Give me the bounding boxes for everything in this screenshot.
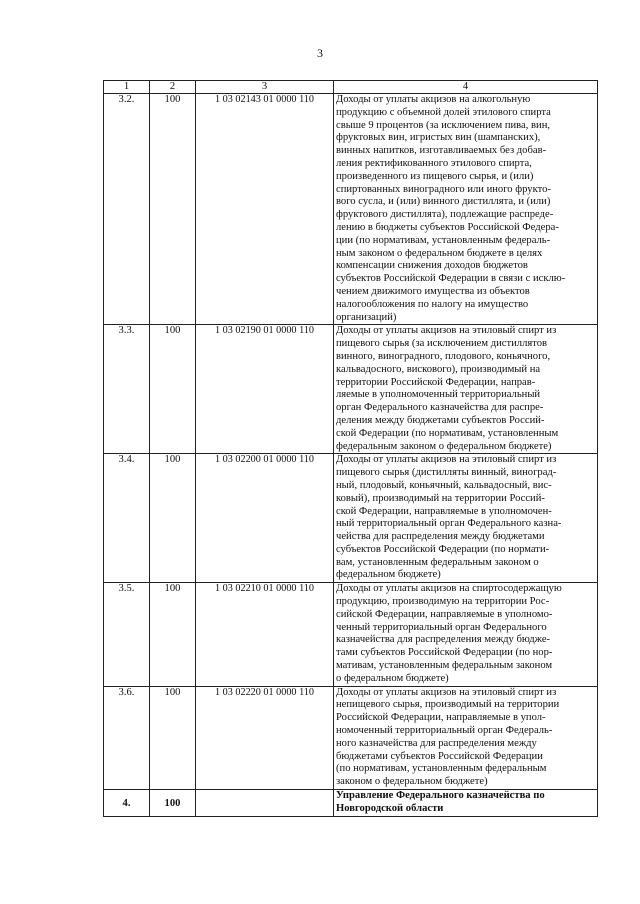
row-number-cell: 3.5. — [104, 583, 150, 686]
description-line: фруктового дистиллята), подлежащие распреде- — [336, 209, 554, 221]
description-cell — [334, 454, 598, 583]
description-line: субъектов Российской Федерации в связи с исклю- — [336, 273, 566, 285]
description-line: чейства для распределения между бюджетами — [336, 531, 545, 543]
description-line: сийской Федерации, направляемые в уполномо- — [336, 608, 553, 620]
header-col-4: 4 — [334, 81, 598, 94]
budget-code-cell — [196, 790, 334, 817]
description-line: ковый), производимый на территории Россий- — [336, 492, 545, 504]
description-line: ный территориальный орган Федерального казна- — [336, 518, 562, 530]
admin-code-cell: 100 — [150, 94, 196, 325]
description-line: Доходы от уплаты акцизов на алкогольную — [336, 94, 531, 105]
description-line: орган Федерального казначейства для распре- — [336, 402, 544, 414]
description-line: ской Федерации (по нормативам, установленным — [336, 427, 559, 439]
description-cell — [334, 94, 598, 325]
header-col-2: 2 — [150, 81, 196, 94]
budget-code-cell: 1 03 02200 01 0000 110 — [196, 454, 334, 583]
description-line: продукцию с объемной долей этилового спирта — [336, 106, 551, 118]
table-row — [104, 325, 598, 454]
description-line: Доходы от уплаты акцизов на спиртосодержащую — [336, 583, 562, 595]
table-row — [104, 686, 598, 789]
description-line: спиртованных виноградного или иного фрукто- — [336, 183, 551, 195]
table-row — [104, 94, 598, 325]
admin-code-cell: 100 — [150, 583, 196, 686]
description-line: тами субъектов Российской Федерации (по нор- — [336, 647, 553, 659]
budget-code-cell: 1 03 02190 01 0000 110 — [196, 325, 334, 454]
row-number-cell: 3.3. — [104, 325, 150, 454]
description-line: Новгородской области — [336, 802, 444, 814]
description-line: вам, установленным федеральным законом о — [336, 556, 539, 568]
admin-code-cell: 100 — [150, 325, 196, 454]
budget-code-cell: 1 03 02210 01 0000 110 — [196, 583, 334, 686]
description-line: ляемые в уполномоченный территориальный — [336, 389, 541, 401]
description-line: ции (по нормативам, установленным федераль- — [336, 234, 551, 246]
description-line: ный, плодовый, коньячный, кальвадосный, вис- — [336, 479, 552, 491]
table-body — [104, 94, 598, 817]
description-line: Доходы от уплаты акцизов на этиловый спирт из — [336, 686, 557, 698]
row-number-cell: 3.4. — [104, 454, 150, 583]
page-number: 3 — [317, 46, 323, 60]
admin-code-cell: 100 — [150, 454, 196, 583]
revenue-codes-table — [103, 80, 598, 817]
table-row — [104, 583, 598, 686]
table-row — [104, 454, 598, 583]
header-col-3: 3 — [196, 81, 334, 94]
description-line: ской Федерации, направляемые в уполномочен- — [336, 505, 552, 517]
description-line: винного, виноградного, плодового, коньячного, — [336, 350, 551, 362]
description-line: непищевого сырья, производимый на территории — [336, 699, 560, 711]
description-line: федеральном бюджете) — [336, 569, 441, 581]
description-line: ченный территориальный орган Федерального — [336, 621, 547, 633]
description-cell — [334, 583, 598, 686]
description-line: казначейства для распределения между бюдже- — [336, 634, 551, 646]
description-cell — [334, 790, 598, 817]
description-line: лению в бюджеты субъектов Российской Федера- — [336, 221, 559, 233]
admin-code-cell: 100 — [150, 790, 196, 817]
description-line: территории Российской Федерации, направ- — [336, 376, 536, 388]
description-line: Доходы от уплаты акцизов на этиловый спирт из — [336, 454, 557, 466]
description-line: пищевого сырья (за исключением дистиллятов — [336, 338, 548, 350]
description-line: о федеральном бюджете) — [336, 672, 449, 684]
description-line: ления ректификованного этилового спирта, — [336, 157, 532, 169]
description-line: ного казначейства для распределения между — [336, 737, 537, 749]
description-cell — [334, 325, 598, 454]
description-line: (по нормативам, установленным федеральным — [336, 763, 547, 775]
description-line: вого сусла, и (или) винного дистиллята, и (или) — [336, 196, 551, 208]
description-line: организаций) — [336, 311, 397, 323]
table-header-row — [104, 81, 598, 94]
description-line: федеральным законом о федеральном бюджете) — [336, 440, 552, 452]
budget-code-cell: 1 03 02143 01 0000 110 — [196, 94, 334, 325]
description-line: свыше 9 процентов (за исключением пива, вин, — [336, 119, 551, 131]
budget-code-cell: 1 03 02220 01 0000 110 — [196, 686, 334, 789]
description-line: законом о федеральном бюджете) — [336, 776, 488, 788]
description-line: произведенного из пищевого сырья, и (или) — [336, 170, 534, 182]
description-line: компенсации снижения доходов бюджетов — [336, 260, 528, 272]
description-line: деления между бюджетами субъектов Россий- — [336, 414, 545, 426]
table-row — [104, 790, 598, 817]
description-cell — [334, 686, 598, 789]
description-line: номоченный территориальный орган Федераль- — [336, 725, 553, 737]
description-line: налогообложения по налогу на имущество — [336, 298, 529, 310]
header-col-1: 1 — [104, 81, 150, 94]
description-line: бюджетами субъектов Российской Федерации — [336, 750, 543, 762]
description-line: Управление Федерального казначейства по — [336, 790, 545, 802]
description-line: фруктовых вин, игристых вин (шампанских), — [336, 132, 541, 144]
row-number-cell: 3.6. — [104, 686, 150, 789]
description-line: винных напитков, изготавливаемых без добав- — [336, 145, 547, 157]
description-line: ным законом о федеральном бюджете в целях — [336, 247, 543, 259]
description-line: продукцию, производимую на территории Рос- — [336, 596, 550, 608]
description-line: пищевого сырья (дистилляты винный, виноград- — [336, 467, 557, 479]
description-line: субъектов Российской Федерации (по нормати- — [336, 543, 550, 555]
admin-code-cell: 100 — [150, 686, 196, 789]
description-line: чением движимого имущества из объектов — [336, 285, 530, 297]
row-number-cell: 3.2. — [104, 94, 150, 325]
description-line: кальвадосного, вискового), производимый на — [336, 363, 541, 375]
description-line: мативам, установленным федеральным законом — [336, 660, 553, 672]
row-number-cell: 4. — [104, 790, 150, 817]
description-line: Доходы от уплаты акцизов на этиловый спирт из — [336, 325, 557, 337]
description-line: Российской Федерации, направляемые в упол- — [336, 712, 546, 724]
